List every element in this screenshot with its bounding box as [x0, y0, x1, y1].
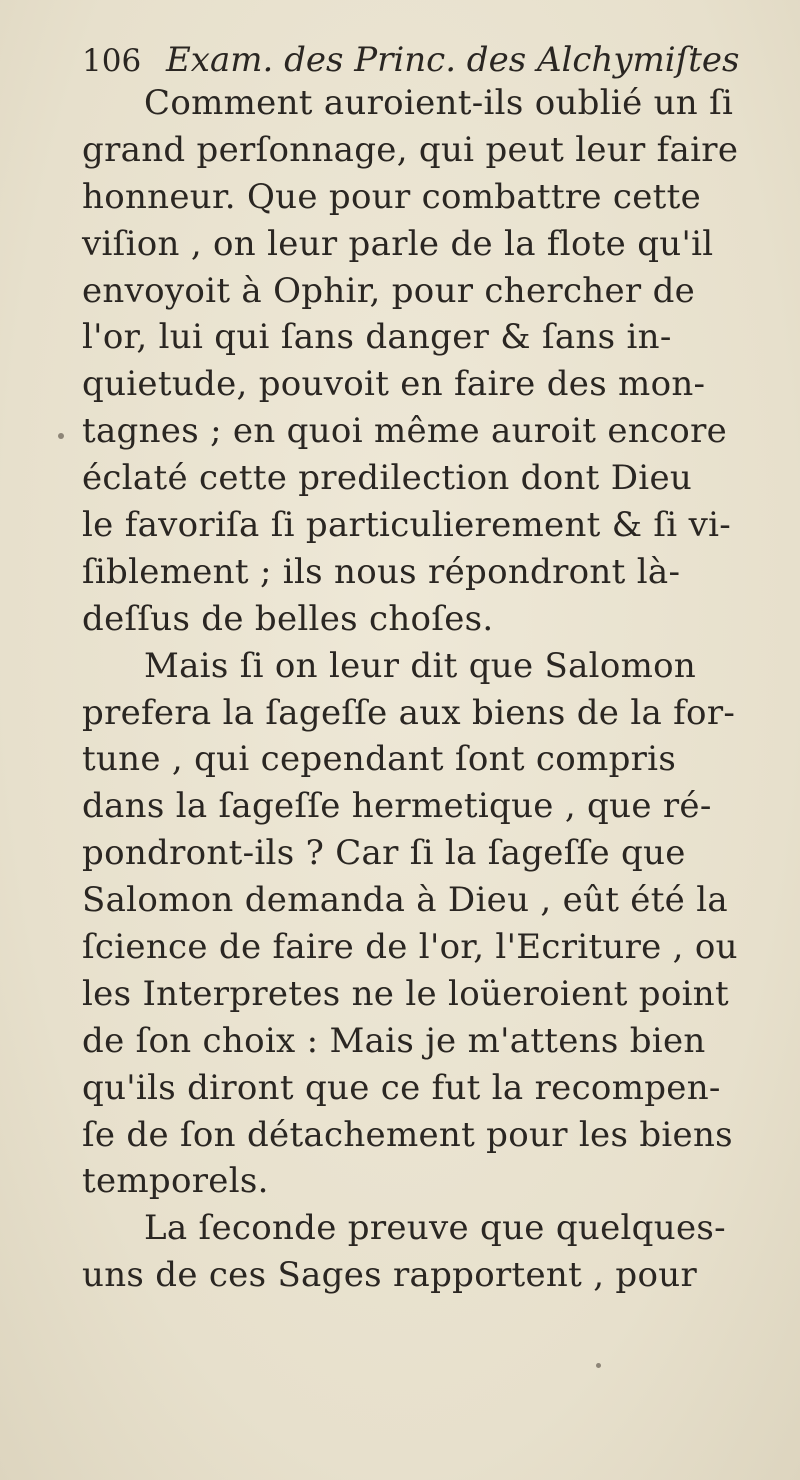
text-line: envoyoit à Ophir, pour chercher de: [82, 270, 696, 311]
page-number: 106: [82, 43, 142, 79]
text-line: pondront-ils ? Car ſi la ſageſſe que: [82, 833, 686, 874]
text-line: temporels.: [82, 1161, 269, 1202]
text-line: Salomon demanda à Dieu , eût été la: [82, 880, 728, 921]
text-line: prefera la ſageſſe aux biens de la for-: [82, 692, 736, 733]
text-line: l'or, lui qui ſans danger & ſans in-: [82, 317, 672, 358]
page-header: [82, 38, 739, 83]
text-line: les Interpretes ne le loüeroient point: [82, 973, 729, 1014]
text-line: éclaté cette predilection dont Dieu: [82, 458, 693, 499]
text-line: quietude, pouvoit en faire des mon-: [82, 364, 706, 405]
text-line: de ſon choix : Mais je m'attens bien: [82, 1020, 706, 1061]
text-line: Mais ſi on leur dit que Salomon: [144, 645, 697, 686]
text-line: Comment auroient-ils oublié un ſi: [144, 83, 734, 123]
text-line: tagnes ; en quoi même auroit encore: [82, 411, 728, 452]
text-line: le favoriſa ſi particulierement & ſi vi-: [82, 505, 732, 546]
text-line: viſion , on leur parle de la flote qu'il: [82, 223, 714, 264]
text-line: La ſeconde preuve que quelques-: [144, 1208, 726, 1249]
text-line: tune , qui cependant ſont compris: [82, 739, 677, 780]
text-line: ſe de ſon détachement pour les biens: [82, 1114, 733, 1155]
running-title: Exam. des Princ. des Alchymiſtes: [165, 40, 740, 80]
text-line: deſſus de belles choſes.: [82, 598, 494, 639]
text-line: honneur. Que pour combattre cette: [82, 176, 702, 217]
paper-speck: [596, 1363, 601, 1368]
paper-speck: [58, 433, 64, 439]
body-text: [82, 80, 762, 1299]
text-line: qu'ils diront que ce fut la recompen-: [82, 1067, 721, 1108]
text-line: grand perſonnage, qui peut leur faire: [82, 129, 739, 170]
text-line: ſcience de faire de l'or, l'Ecriture , ou: [82, 927, 738, 968]
text-line: uns de ces Sages rapportent , pour: [82, 1255, 697, 1296]
text-line: dans la ſageſſe hermetique , que ré-: [82, 786, 712, 827]
text-line: ſiblement ; ils nous répondront là-: [82, 551, 681, 592]
